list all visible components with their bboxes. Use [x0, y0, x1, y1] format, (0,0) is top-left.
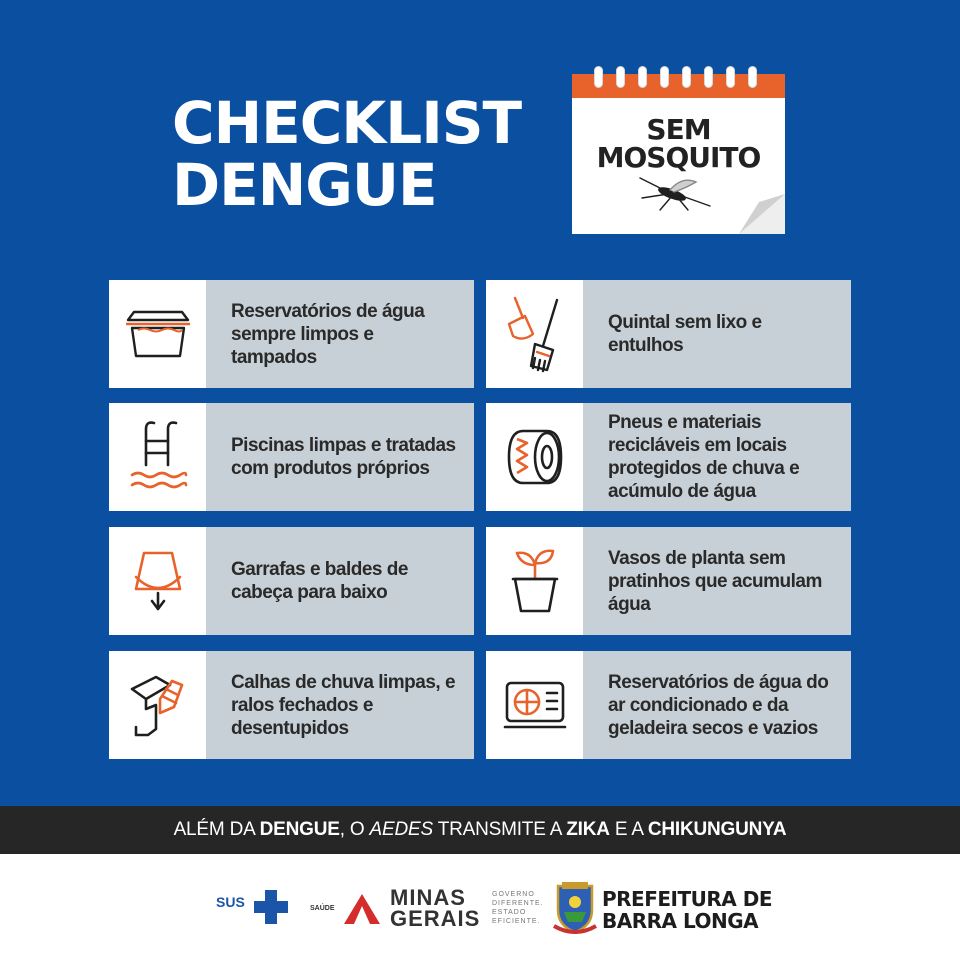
- banner-zika: ZIKA: [566, 819, 610, 840]
- checklist-item-icon-box: [109, 651, 206, 759]
- poster-title: [172, 89, 522, 219]
- mg-slogan-line: EFICIENTE.: [492, 918, 541, 925]
- checklist-item-label: Garrafas e baldes de cabeça para baixo: [231, 559, 408, 603]
- pref-line-1: PREFEITURA DE: [602, 887, 772, 911]
- checklist-item-icon-box: [486, 280, 583, 388]
- title-line-2: DENGUE: [172, 151, 437, 219]
- prefeitura-name: [602, 888, 772, 932]
- checklist-item: [486, 527, 851, 635]
- banner-dengue: DENGUE: [259, 819, 340, 840]
- checklist-item: [109, 527, 474, 635]
- mg-slogan-line: ESTADO: [492, 909, 527, 916]
- checklist-item: [109, 403, 474, 511]
- pool-ladder-icon: [126, 417, 190, 497]
- checklist-item-label: Pneus e materiais recicláveis em locais protegidos de chuva e acúmulo de água: [608, 412, 800, 502]
- mg-line-2: GERAIS: [390, 906, 481, 931]
- checklist-item-label: Piscinas limpas e tratadas com produtos próprios: [231, 435, 456, 479]
- air-conditioner-icon: [503, 679, 567, 731]
- calendar-ring-icon: [660, 66, 669, 88]
- sus-logo-text: SUS: [216, 894, 245, 910]
- checklist-item: [486, 403, 851, 511]
- checklist-item-icon-box: [486, 403, 583, 511]
- minas-gerais-slogan: [492, 890, 544, 926]
- checklist-item-label: Quintal sem lixo e entulhos: [608, 312, 762, 356]
- calendar-badge: [572, 74, 785, 234]
- calendar-ring-icon: [638, 66, 647, 88]
- calendar-ring-icon: [594, 66, 603, 88]
- checklist-item-icon-box: [486, 651, 583, 759]
- checklist-item-icon-box: [109, 527, 206, 635]
- calendar-ring-icon: [748, 66, 757, 88]
- banner-text-4: E A: [609, 819, 648, 840]
- checklist-item-label: Calhas de chuva limpas, e ralos fechados e desentupidos: [231, 671, 456, 739]
- calendar-ring-icon: [616, 66, 625, 88]
- calendar-ring-icon: [704, 66, 713, 88]
- sus-cross-icon: [252, 888, 290, 926]
- rain-gutter-icon: [126, 669, 190, 741]
- checklist-item: [109, 651, 474, 759]
- checklist-item: [109, 280, 474, 388]
- minas-gerais-triangle-logo: [342, 892, 382, 926]
- banner-text-1: ALÉM DA: [173, 819, 260, 840]
- tire-icon: [503, 425, 567, 489]
- banner-aedes: AEDES: [369, 819, 433, 840]
- checklist-item-icon-box: [109, 403, 206, 511]
- mg-slogan-line: DIFERENTE.: [492, 900, 544, 907]
- calendar-ring-icon: [726, 66, 735, 88]
- banner-text-3: TRANSMITE A: [432, 819, 567, 840]
- saude-label: SAÚDE: [310, 905, 335, 912]
- checklist-item-icon-box: [486, 527, 583, 635]
- checklist-item-label: Reservatórios de água sempre limpos e tampados: [231, 300, 425, 368]
- calendar-text: [572, 113, 785, 174]
- checklist-item: [486, 651, 851, 759]
- checklist-item-icon-box: [109, 280, 206, 388]
- calendar-ring-icon: [682, 66, 691, 88]
- upside-down-bucket-icon: [128, 549, 188, 613]
- barra-longa-crest-icon: [552, 882, 598, 934]
- checklist-item-label: Reservatórios de água do ar condicionado e da geladeira secos e vazios: [608, 671, 829, 739]
- plant-pot-icon: [507, 547, 563, 615]
- banner-text-2: , O: [339, 819, 370, 840]
- broom-dustpan-icon: [503, 294, 567, 374]
- water-tank-icon: [122, 306, 194, 362]
- page-fold-icon: [739, 194, 785, 234]
- calendar-line-1: SEM: [646, 113, 711, 146]
- checklist-item: [486, 280, 851, 388]
- title-line-1: CHECKLIST: [172, 89, 522, 157]
- mg-line-1: MINAS: [390, 885, 466, 910]
- pref-line-2: BARRA LONGA: [602, 909, 759, 933]
- banner-chikungunya: CHIKUNGUNYA: [647, 819, 787, 840]
- calendar-line-2: MOSQUITO: [596, 141, 761, 174]
- mg-slogan-line: GOVERNO: [492, 891, 535, 898]
- checklist-item-label: Vasos de planta sem pratinhos que acumulam água: [608, 547, 822, 615]
- transmission-banner: [0, 806, 960, 854]
- minas-gerais-name: [390, 887, 480, 929]
- mosquito-icon: [630, 176, 714, 212]
